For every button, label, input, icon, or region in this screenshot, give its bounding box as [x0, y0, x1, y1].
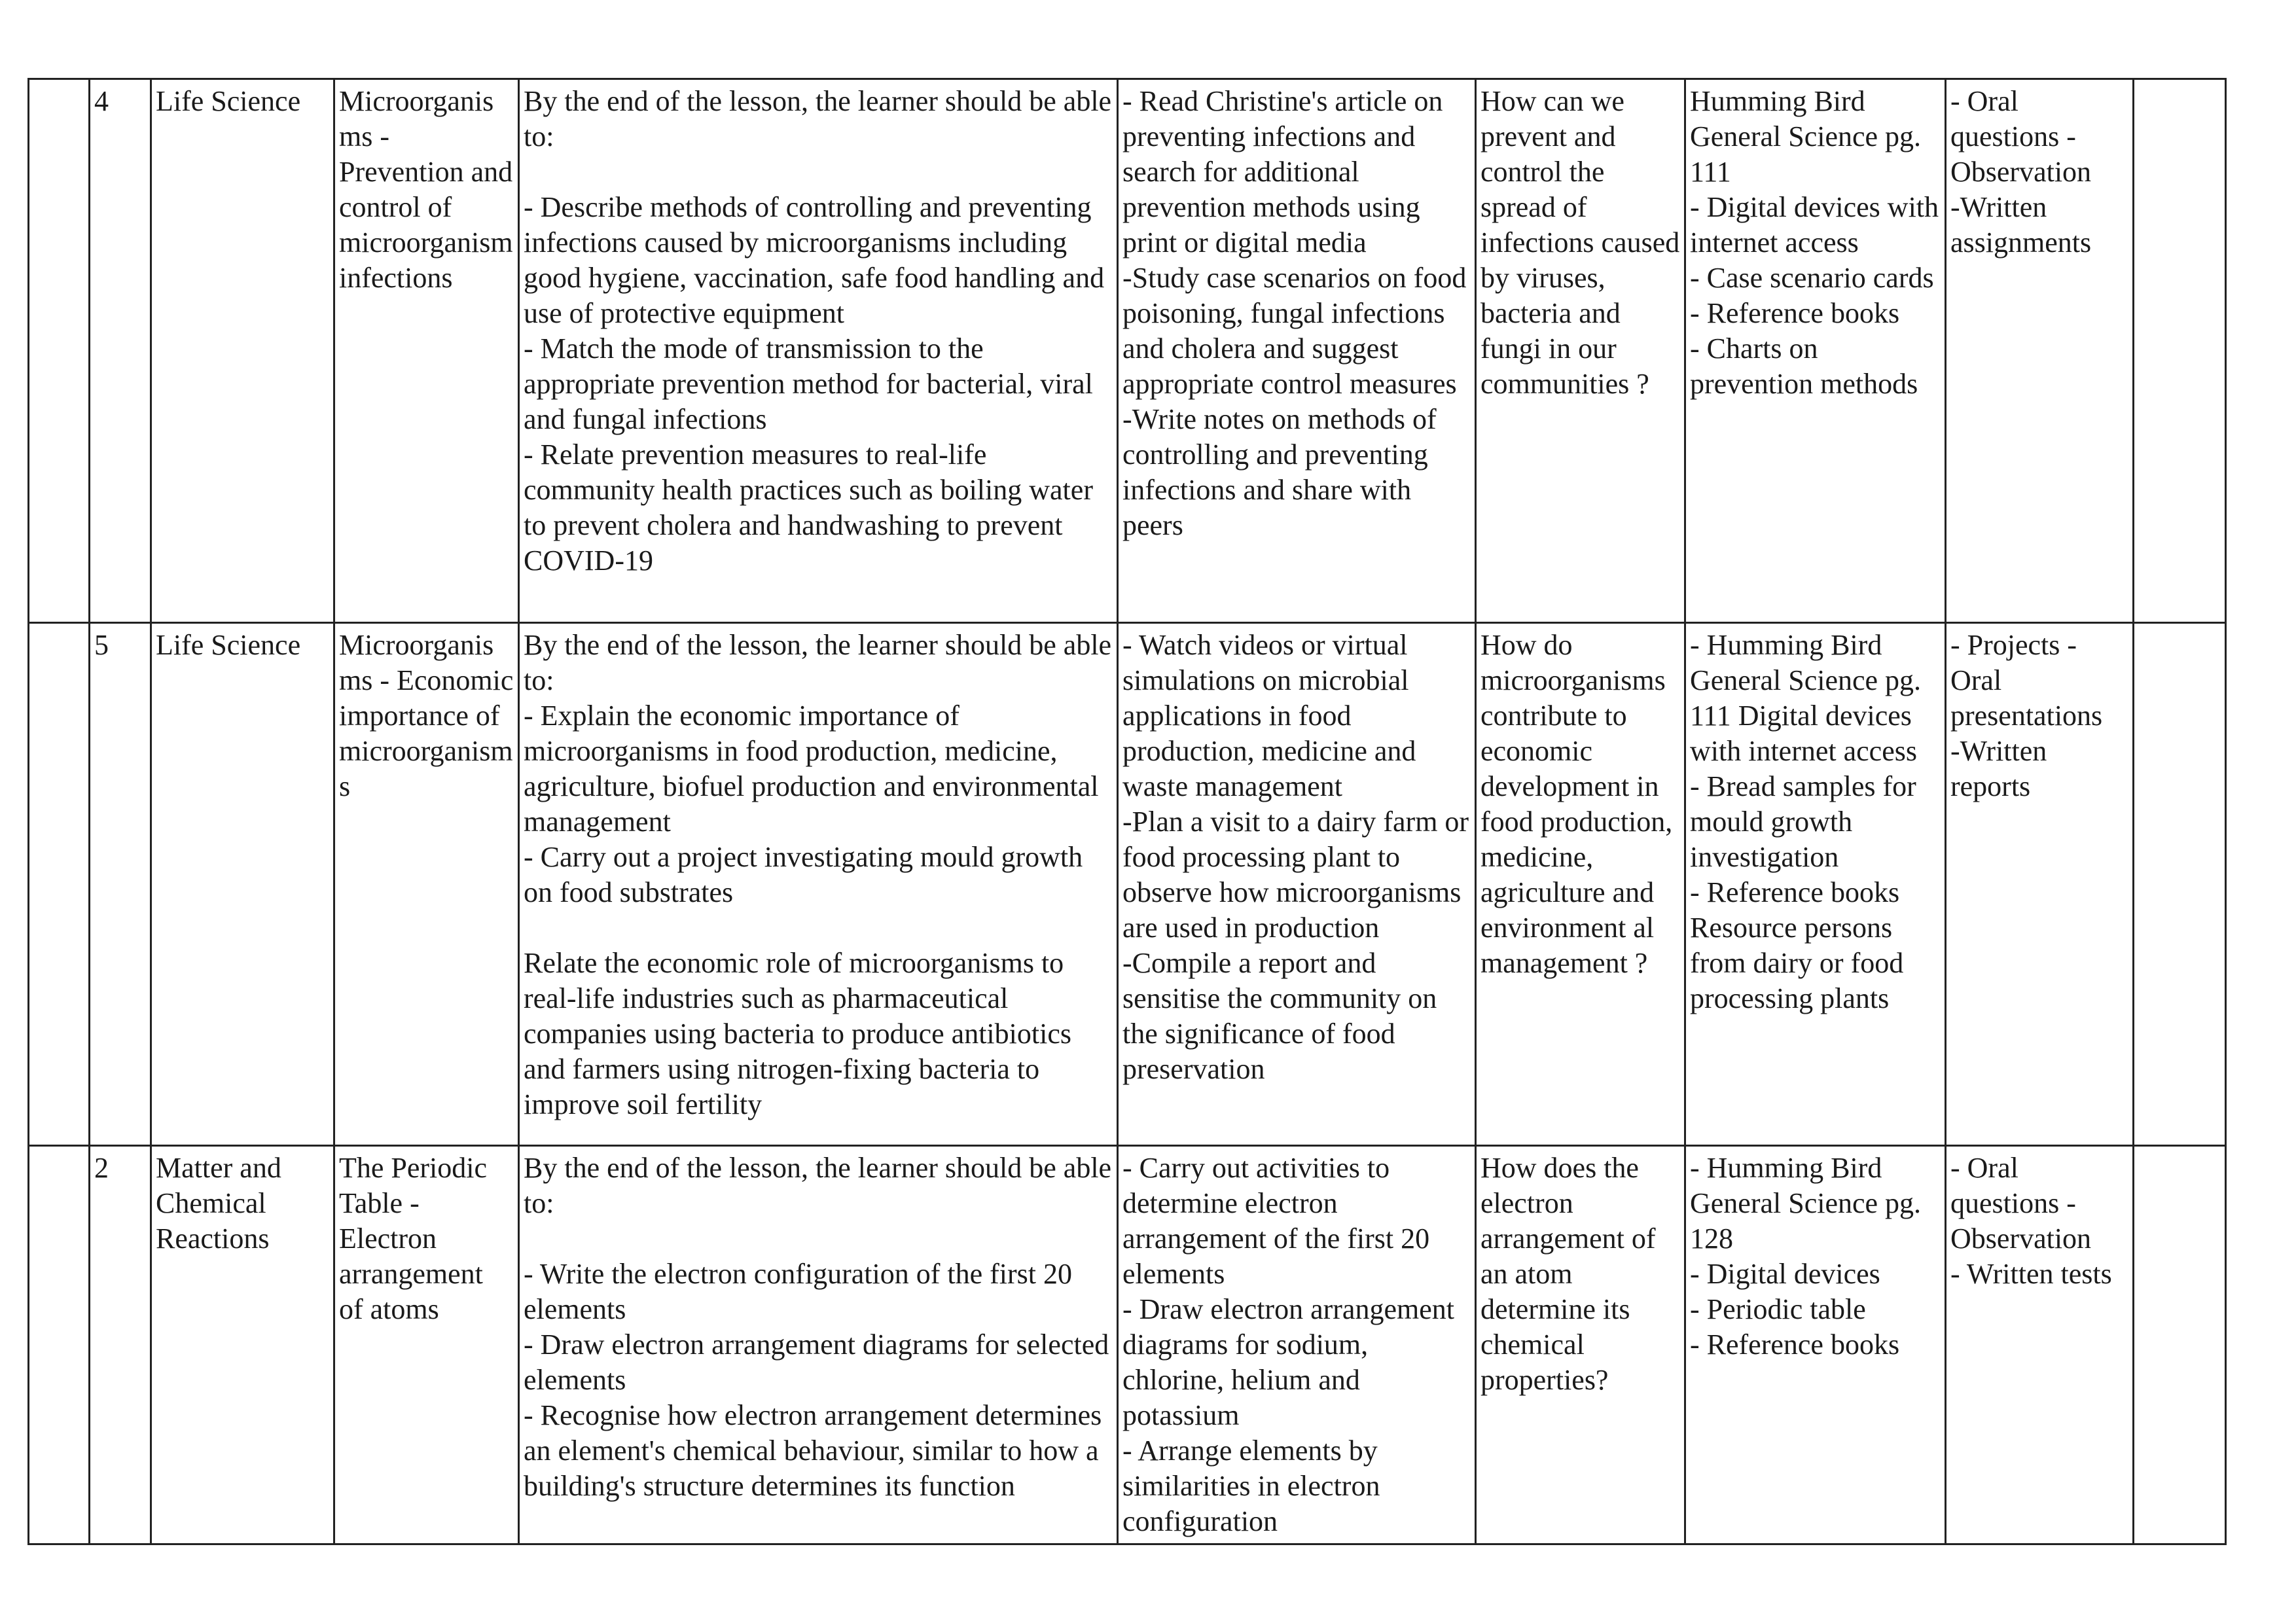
cell-text: 5 — [94, 629, 109, 661]
cell-line: - Carry out activities to determine electron arrangement of the first 20 elements — [1122, 1152, 1430, 1290]
learning-experiences-cell — [1118, 79, 1476, 623]
cell-line: - Projects - Oral presentations — [1950, 629, 2103, 732]
cell-text: How do microorganisms contribute to economic development in food production, medicine, agriculture and environment al management ? — [1480, 629, 1673, 979]
lesson-number-cell — [90, 1146, 151, 1544]
cell-line: Humming Bird General Science pg. 111 — [1690, 85, 1922, 188]
key-inquiry-question-cell — [1476, 1146, 1685, 1544]
cell-line: - Carry out a project investigating mould growth on food substrates — [524, 841, 1083, 908]
cell-line: - Humming Bird General Science pg. 111 Digital devices with internet access — [1690, 629, 1922, 767]
cell-line: - Reference books — [1690, 297, 1900, 329]
cell-line: Relate the economic role of microorganisms to real-life industries such as pharmaceutical companies using bacteria to produce antibiotics and farmers using nitrogen-fixing bacteria to improve soil fertility — [524, 947, 1071, 1120]
cell-line: - Read Christine's article on preventing infections and search for additional prevention methods using print or digital media — [1122, 85, 1443, 259]
sub-strand-cell — [334, 623, 519, 1146]
cell-line: -Compile a report and sensitise the community on the significance of food preservation — [1122, 947, 1437, 1085]
cell-line: -Plan a visit to a dairy farm or food processing plant to observe how microorganisms are used in production — [1122, 806, 1469, 944]
cell-line: - Draw electron arrangement diagrams for selected elements — [524, 1329, 1109, 1396]
assessment-methods-cell — [1946, 79, 2134, 623]
cell-line: -Write notes on methods of controlling and preventing infections and share with peers — [1122, 403, 1437, 541]
cell-text: Life Science — [156, 85, 301, 117]
cell-line: -Study case scenarios on food poisoning, fungal infections and cholera and suggest appropriate control measures — [1122, 262, 1467, 400]
cell-text: Matter and Chemical Reactions — [156, 1152, 281, 1255]
learning-resources-cell — [1685, 623, 1946, 1146]
strand-cell — [151, 1146, 334, 1544]
table-row — [29, 79, 2226, 623]
cell-text: How can we prevent and control the spread of infections caused by viruses, bacteria and fungi in our communities ? — [1480, 85, 1680, 400]
cell-line: - Digital devices — [1690, 1258, 1880, 1290]
sub-strand-cell — [334, 1146, 519, 1544]
cell-line: - Charts on prevention methods — [1690, 332, 1918, 400]
week-cell — [29, 1146, 90, 1544]
cell-line: - Write the electron configuration of the first 20 elements — [524, 1258, 1073, 1325]
strand-cell — [151, 79, 334, 623]
cell-line: - Recognise how electron arrangement determines an element's chemical behaviour, similar to how a building's structure determines its function — [524, 1399, 1102, 1502]
week-cell — [29, 79, 90, 623]
cell-text: Microorganisms - Prevention and control of microorganism infections — [339, 85, 513, 294]
key-inquiry-question-cell — [1476, 623, 1685, 1146]
assessment-methods-cell — [1946, 1146, 2134, 1544]
lesson-number-cell — [90, 79, 151, 623]
cell-text: Life Science — [156, 629, 301, 661]
cell-text: Microorganisms - Economic importance of microorganisms — [339, 629, 514, 802]
cell-line: - Reference books — [1690, 1329, 1900, 1361]
table-body — [29, 79, 2226, 1544]
cell-line: Resource persons from dairy or food processing plants — [1690, 912, 1904, 1014]
cell-line: - Relate prevention measures to real-life community health practices such as boiling water to prevent cholera and handwashing to prevent COVID-19 — [524, 438, 1093, 577]
learning-outcomes-cell — [519, 623, 1118, 1146]
assessment-methods-cell — [1946, 623, 2134, 1146]
cell-line: - Case scenario cards — [1690, 262, 1934, 294]
cell-text: 4 — [94, 85, 109, 117]
strand-cell — [151, 623, 334, 1146]
learning-experiences-cell — [1118, 623, 1476, 1146]
cell-line: - Reference books — [1690, 876, 1900, 908]
cell-line: - Explain the economic importance of microorganisms in food production, medicine, agriculture, biofuel production and environmental management — [524, 700, 1099, 838]
remarks-cell — [2134, 79, 2226, 623]
learning-resources-cell — [1685, 1146, 1946, 1544]
blank-line — [524, 1221, 1113, 1257]
cell-text: How does the electron arrangement of an atom determine its chemical properties? — [1480, 1152, 1656, 1396]
remarks-cell — [2134, 623, 2226, 1146]
cell-line: - Oral questions - Observation — [1950, 1152, 2092, 1255]
learning-outcomes-cell — [519, 1146, 1118, 1544]
lesson-number-cell — [90, 623, 151, 1146]
cell-line: - Digital devices with internet access — [1690, 191, 1939, 259]
learning-outcomes-cell — [519, 79, 1118, 623]
learning-experiences-cell — [1118, 1146, 1476, 1544]
cell-line: -Written reports — [1950, 735, 2047, 802]
cell-line: - Bread samples for mould growth investigation — [1690, 770, 1916, 873]
cell-text: 2 — [94, 1152, 109, 1184]
cell-line: - Match the mode of transmission to the appropriate prevention method for bacterial, viral and fungal infections — [524, 332, 1093, 435]
blank-line — [524, 154, 1113, 190]
cell-line: By the end of the lesson, the learner should be able to: — [524, 629, 1112, 696]
cell-line: - Humming Bird General Science pg. 128 — [1690, 1152, 1922, 1255]
blank-line — [524, 910, 1113, 946]
cell-line: -Written assignments — [1950, 191, 2092, 259]
remarks-cell — [2134, 1146, 2226, 1544]
cell-line: - Arrange elements by similarities in electron configuration — [1122, 1435, 1380, 1537]
sub-strand-cell — [334, 79, 519, 623]
cell-text: The Periodic Table - Electron arrangement of atoms — [339, 1152, 488, 1325]
cell-line: - Draw electron arrangement diagrams for sodium, chlorine, helium and potassium — [1122, 1293, 1454, 1431]
cell-line: - Oral questions - Observation — [1950, 85, 2092, 188]
learning-resources-cell — [1685, 79, 1946, 623]
cell-line: - Watch videos or virtual simulations on microbial applications in food production, medicine and waste management — [1122, 629, 1416, 802]
cell-line: - Describe methods of controlling and preventing infections caused by microorganisms including good hygiene, vaccination, safe food handling and use of protective equipment — [524, 191, 1105, 329]
cell-line: By the end of the lesson, the learner should be able to: — [524, 1152, 1112, 1219]
week-cell — [29, 623, 90, 1146]
table-row — [29, 623, 2226, 1146]
cell-line: - Periodic table — [1690, 1293, 1866, 1325]
key-inquiry-question-cell — [1476, 79, 1685, 623]
table-row — [29, 1146, 2226, 1544]
cell-line: By the end of the lesson, the learner should be able to: — [524, 85, 1112, 152]
scheme-of-work-table — [27, 78, 2227, 1545]
cell-line: - Written tests — [1950, 1258, 2112, 1290]
